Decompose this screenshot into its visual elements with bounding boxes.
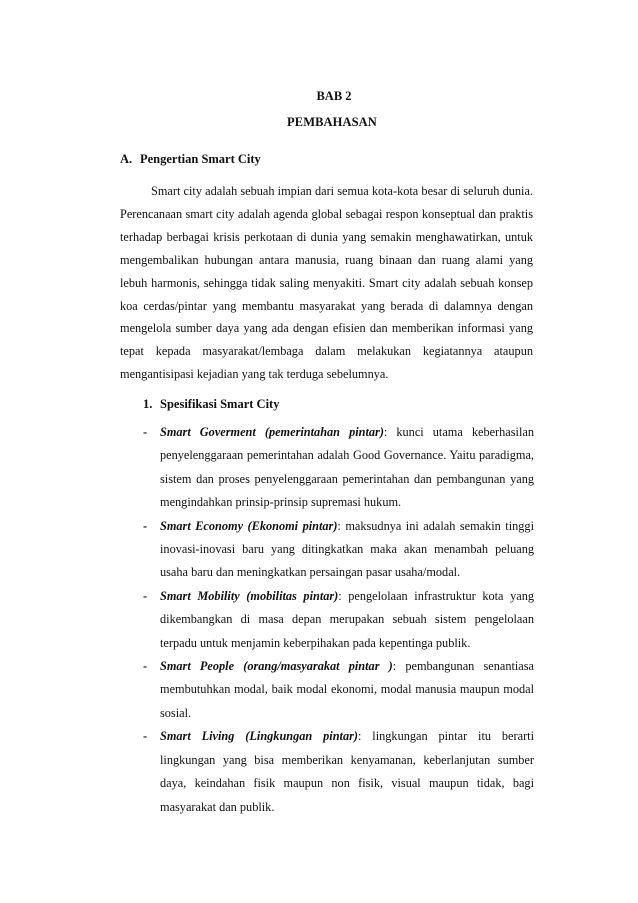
- chapter-number: BAB 2: [316, 89, 352, 103]
- list-item-text: : pengelolaan infrastruktur kota yang dikembangkan di masa depan merupakan sebuah sistem pengelolaan terpadu untuk menjamin keberpihakan pada kepentinga publik.: [160, 588, 534, 650]
- list-dash: -: [143, 659, 148, 674]
- list-dash: -: [143, 425, 148, 439]
- list-item: [143, 725, 534, 819]
- list-dash: -: [143, 518, 148, 533]
- subsection-number: 1.: [143, 397, 153, 411]
- list-item: [143, 655, 534, 725]
- list-item-term: Smart Living (Lingkungan pintar): [160, 729, 358, 744]
- list-item-text: : pembangunan senantiasa membutuhkan modal, baik modal ekonomi, modal manusia maupun modal sosial.: [160, 659, 535, 720]
- subsection-heading: [143, 397, 279, 412]
- section-paragraph: Smart city adalah sebuah impian dari semua kota-kota besar di seluruh dunia. Perencanaan smart city adalah agenda global sebagai respon konseptual dan praktis terhadap berbagai krisis perkotaan di dunia yang semakin menghawatirkan, untuk mengembalikan hubungan antara manusia, ruang binaan dan ruang alami yang lebuh harmonis, sehingga tidak saling menyakiti. Smart city adalah sebuah konsep koa cerdas/pintar yang membantu masyarakat yang berada di dalamnya dengan mengelola sumber daya yang ada dengan efisien dan memberikan informasi yang tepat kepada masyarakat/lembaga dalam melakukan kegiatannya ataupun mengantisipasi kejadian yang tak terduga sebelumnya.: [120, 184, 533, 382]
- list-item-term: Smart People (orang/masyarakat pintar ): [160, 659, 393, 674]
- section-heading: [120, 152, 261, 167]
- list-dash: -: [143, 588, 148, 603]
- list-item: [143, 421, 534, 515]
- chapter-title: PEMBAHASAN: [287, 115, 377, 129]
- subsection-title: Spesifikasi Smart City: [160, 397, 280, 411]
- list-item: [143, 515, 534, 585]
- list-item-term: Smart Mobility (mobilitas pintar): [160, 588, 339, 603]
- list-dash: -: [143, 729, 148, 744]
- list-item-text: : maksudnya ini adalah semakin tinggi inovasi-inovasi baru yang ditingkatkan maka akan menambah peluang usaha baru dan meningkatkan persaingan pasar usaha/modal.: [160, 518, 534, 580]
- spec-list: [143, 421, 534, 819]
- section-title: Pengertian Smart City: [140, 152, 261, 166]
- list-item-term: Smart Economy (Ekonomi pintar): [160, 518, 338, 533]
- list-item-text: : lingkungan pintar itu berarti lingkungan yang bisa memberikan kenyamanan, keberlanjutan sumber daya, keindahan fisik maupun non fisik, visual maupun tidak, bagi masyarakat dan publik.: [160, 729, 534, 814]
- list-item: [143, 585, 534, 655]
- list-item-term: Smart Goverment (pemerintahan pintar): [160, 425, 384, 439]
- section-letter: A.: [120, 152, 133, 166]
- list-item-text: : kunci utama keberhasilan penyelenggaraan pemerintahan adalah Good Governance. Yaitu paradigma, sistem dan proses penyelenggaraan pemerintahan dan pembangunan yang mengindahkan prinsip-prinsip supremasi hukum.: [160, 425, 534, 510]
